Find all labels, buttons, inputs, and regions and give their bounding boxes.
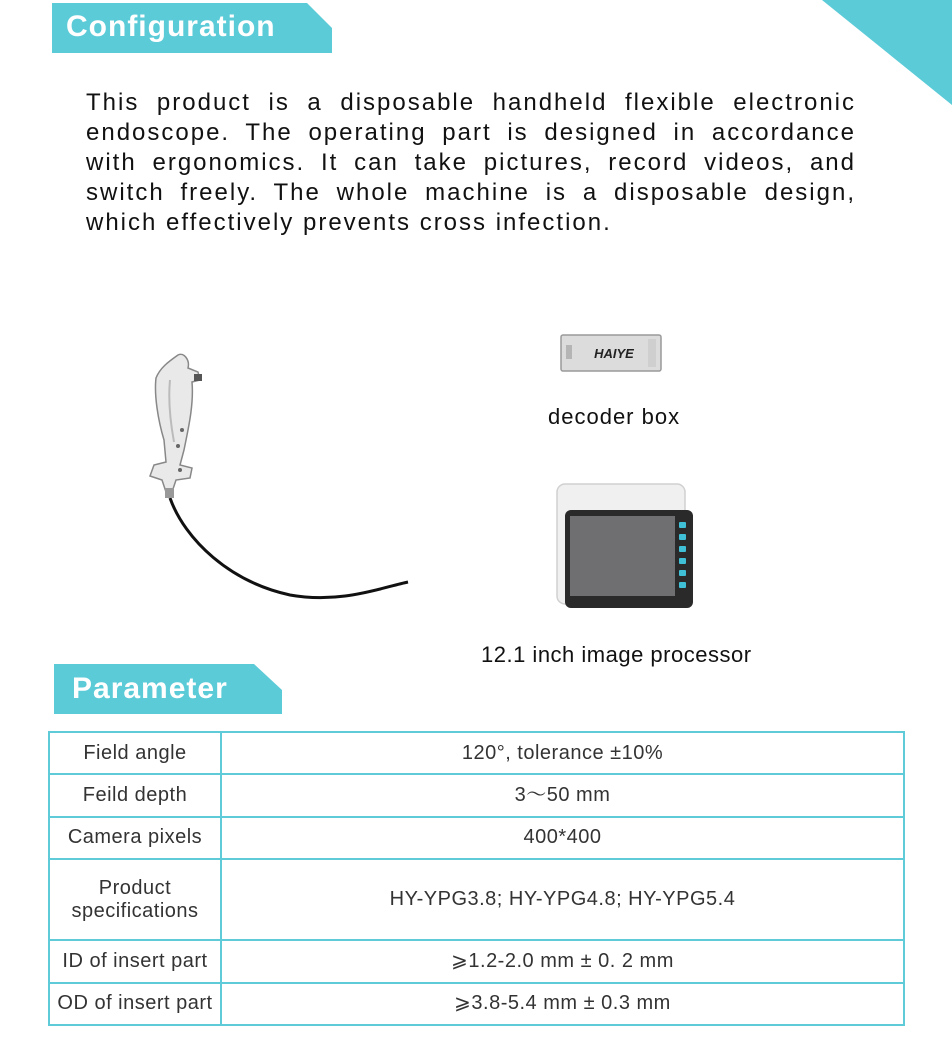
table-row	[49, 774, 904, 816]
table-row	[49, 732, 904, 774]
param-value-cell: 120°, tolerance ±10%	[221, 732, 904, 774]
table-row	[49, 817, 904, 859]
param-value-cell: ⩾3.8-5.4 mm ± 0.3 mm	[221, 983, 904, 1025]
param-value-cell: HY-YPG3.8; HY-YPG4.8; HY-YPG5.4	[221, 859, 904, 940]
param-value-cell: 3～50 mm	[221, 774, 904, 816]
param-name-cell: Camera pixels	[49, 817, 221, 859]
configuration-heading-tab	[52, 3, 332, 51]
table-row	[49, 940, 904, 982]
decoder-brand-text: HAIYE	[594, 346, 634, 361]
param-name-cell: Field angle	[49, 732, 221, 774]
parameter-heading: Parameter	[72, 672, 228, 705]
decoder-box-image	[560, 333, 665, 375]
image-processor-image	[555, 480, 695, 612]
decoder-box-label: decoder box	[548, 404, 681, 429]
param-name-cell: OD of insert part	[49, 983, 221, 1025]
parameter-heading-tab	[54, 664, 282, 714]
product-description: This product is a disposable handheld flexible electronic endoscope. The operating part is designed in accordance with ergonomics. It can take pictures, record videos, and switch freely. The whole machine is a disposable design, which effectively prevents cross infection.	[86, 89, 856, 236]
param-value-cell: ⩾1.2-2.0 mm ± 0. 2 mm	[221, 940, 904, 982]
param-name-cell: Feild depth	[49, 774, 221, 816]
endoscope-image	[140, 350, 420, 605]
param-value-cell: 400*400	[221, 817, 904, 859]
param-name-cell: Product specifications	[49, 859, 221, 940]
image-processor-label: 12.1 inch image processor	[481, 642, 752, 667]
table-row	[49, 859, 904, 940]
parameter-table	[48, 731, 905, 1026]
param-name-cell: ID of insert part	[49, 940, 221, 982]
table-row	[49, 983, 904, 1025]
configuration-heading: Configuration	[66, 10, 276, 43]
